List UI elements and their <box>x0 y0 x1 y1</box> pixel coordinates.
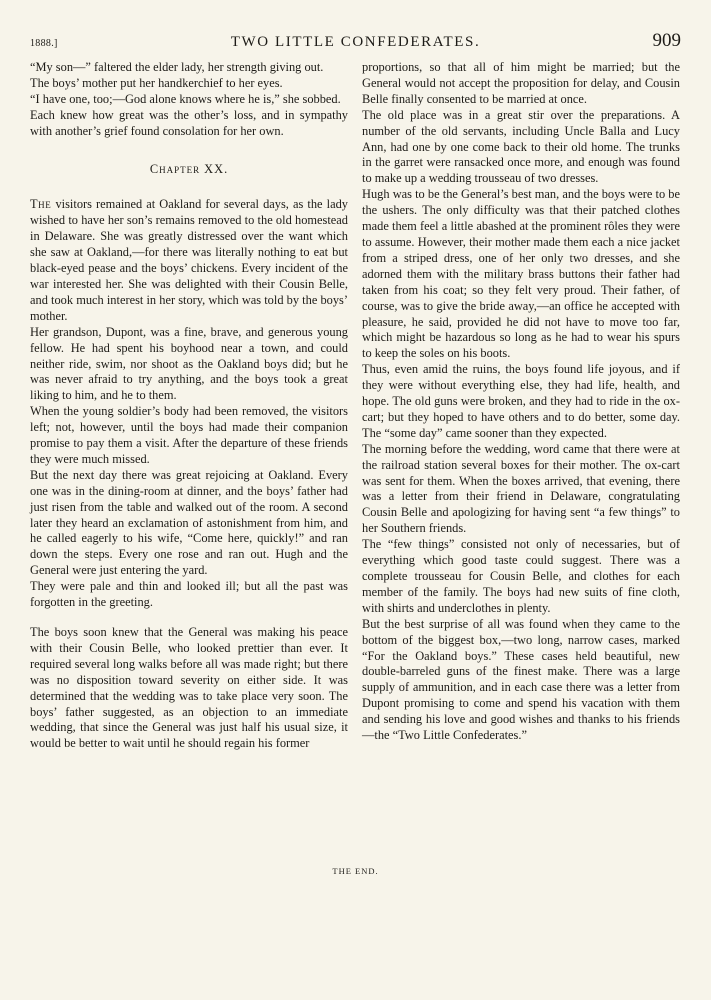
paragraph: Hugh was to be the General’s best man, and the boys were to be the ushers. The only difficulty was that their patched clothes made them feel a little abashed at the prominent rôles they were to assume. However, their mother made them each a nice jacket from a striped dress, one of her only two dresses, and she adorned them with the military brass buttons their father had taken from his coat; so they felt very proud. Their father, of course, was to give the bride away,—an office he accepted with pleasure, he said, provided he did not have to move too far, which might be hazardous so long as he had to wear his spurs to keep the soles on his boots. <box>362 187 680 361</box>
header-title: TWO LITTLE CONFEDERATES. <box>230 34 481 50</box>
paragraph: The “few things” consisted not only of necessaries, but of everything which good taste could suggest. There was a complete trousseau for Cousin Belle, and clothes for each member of the family. The boys had new suits of fine cloth, with shirts and underclothes in plenty. <box>362 537 680 615</box>
the-end-marker: THE END. <box>332 866 379 876</box>
paragraph: But the next day there was great rejoicing at Oakland. Every one was in the dining-room at dinner, and the boys’ father had just risen from the table and walked out of the room. A second later they heard an exclamation of astonishment from him, and he called eagerly to his wife, “Come here, quickly!” and ran down the steps. Every one rose and ran out. Hugh and the General were just entering the yard. <box>30 467 348 578</box>
paragraph: They were pale and thin and looked ill; but all the past was forgotten in the greeting. <box>30 579 348 610</box>
paragraph: Her grandson, Dupont, was a fine, brave, and generous young fellow. He had spent his boyhood near a town, and could neither ride, swim, nor shoot as the Oakland boys did; but he was never afraid to try anything, and the boys took a great liking to him, and he to them. <box>30 324 348 403</box>
paragraph: Each knew how great was the other’s loss, and in sympathy with another’s grief found consolation for her own. <box>30 107 348 138</box>
paragraph: But the best surprise of all was found when they came to the bottom of the biggest box,—two long, narrow cases, marked “For the Oakland boys.” These cases held beautiful, new double-barreled guns of the finest make. There was a large supply of ammunition, and in each case there was a letter from Dupont promising to come and spend his vacation with them and sending his love and good wishes and thanks to his friends—the “Two Little Confederates.” <box>362 616 680 743</box>
header-year: 1888.] <box>30 38 58 49</box>
paragraph: When the young soldier’s body had been removed, the visitors left; not, however, until the boys had made their companion promise to pay them a visit. After the departure of these friends they were much missed. <box>30 404 348 466</box>
paragraph: The boys’ mother put her handkerchief to her eyes. <box>30 75 283 90</box>
paragraph-lead: The <box>30 197 52 212</box>
left-column <box>30 60 348 752</box>
page-number: 909 <box>652 30 681 51</box>
paragraph <box>30 197 348 324</box>
paragraph: proportions, so that all of him might be married; but the General would not accept the proposition for delay, and Cousin Belle finally consented to be married at once. <box>362 60 680 106</box>
paragraph-text: visitors remained at Oakland for several days, as the lady wished to have her son’s remains removed to the old homestead in Delaware. She was greatly distressed over the want which she saw at Oakland,—for there was literally nothing to eat but black-eyed pease and the boys’ chickens. Every incident of the war interested her. She was delighted with their Cousin Belle, and took much interest in her story, which was told by the boys’ mother. <box>30 197 348 323</box>
paragraph: Thus, even amid the ruins, the boys found life joyous, and if they were without everything else, they had life, health, and hope. The old guns were broken, and they had to ride in the ox-cart; but they hoped to have others and to do better, some day. The “some day” came sooner than they expected. <box>362 362 680 440</box>
paragraph: “My son—” faltered the elder lady, her strength giving out. <box>30 60 324 74</box>
paragraph: “I have one, too;—God alone knows where he is,” she sobbed. <box>30 91 341 106</box>
paragraph: The boys soon knew that the General was making his peace with their Cousin Belle, who looked prettier than ever. It required several long walks before all was made right; but there was no disposition toward severity on either side. It was determined that the wedding was to take place very soon. The boys’ father suggested, as an objection to an immediate wedding, that since the General was just half his usual size, it would be better to wait until he should regain his former <box>30 625 348 751</box>
section-gap <box>30 611 348 625</box>
running-head <box>30 30 681 54</box>
chapter-heading: Chapter XX. <box>149 161 229 176</box>
paragraph: The old place was in a great stir over the preparations. A number of the old servants, including Uncle Balla and Lucy Ann, had one by one come back to their old home. The trunks in the garret were ransacked once more, and enough was found to make up a wedding trousseau of two dresses. <box>362 107 680 186</box>
right-column <box>362 60 680 744</box>
paragraph: The morning before the wedding, word came that there were at the railroad station several boxes for their mother. The ox-cart was sent for them. When the boxes arrived, that evening, there was a letter from their friend in Delaware, congratulating Cousin Belle and apologizing for having sent “a few things” to her Southern friends. <box>362 441 680 536</box>
